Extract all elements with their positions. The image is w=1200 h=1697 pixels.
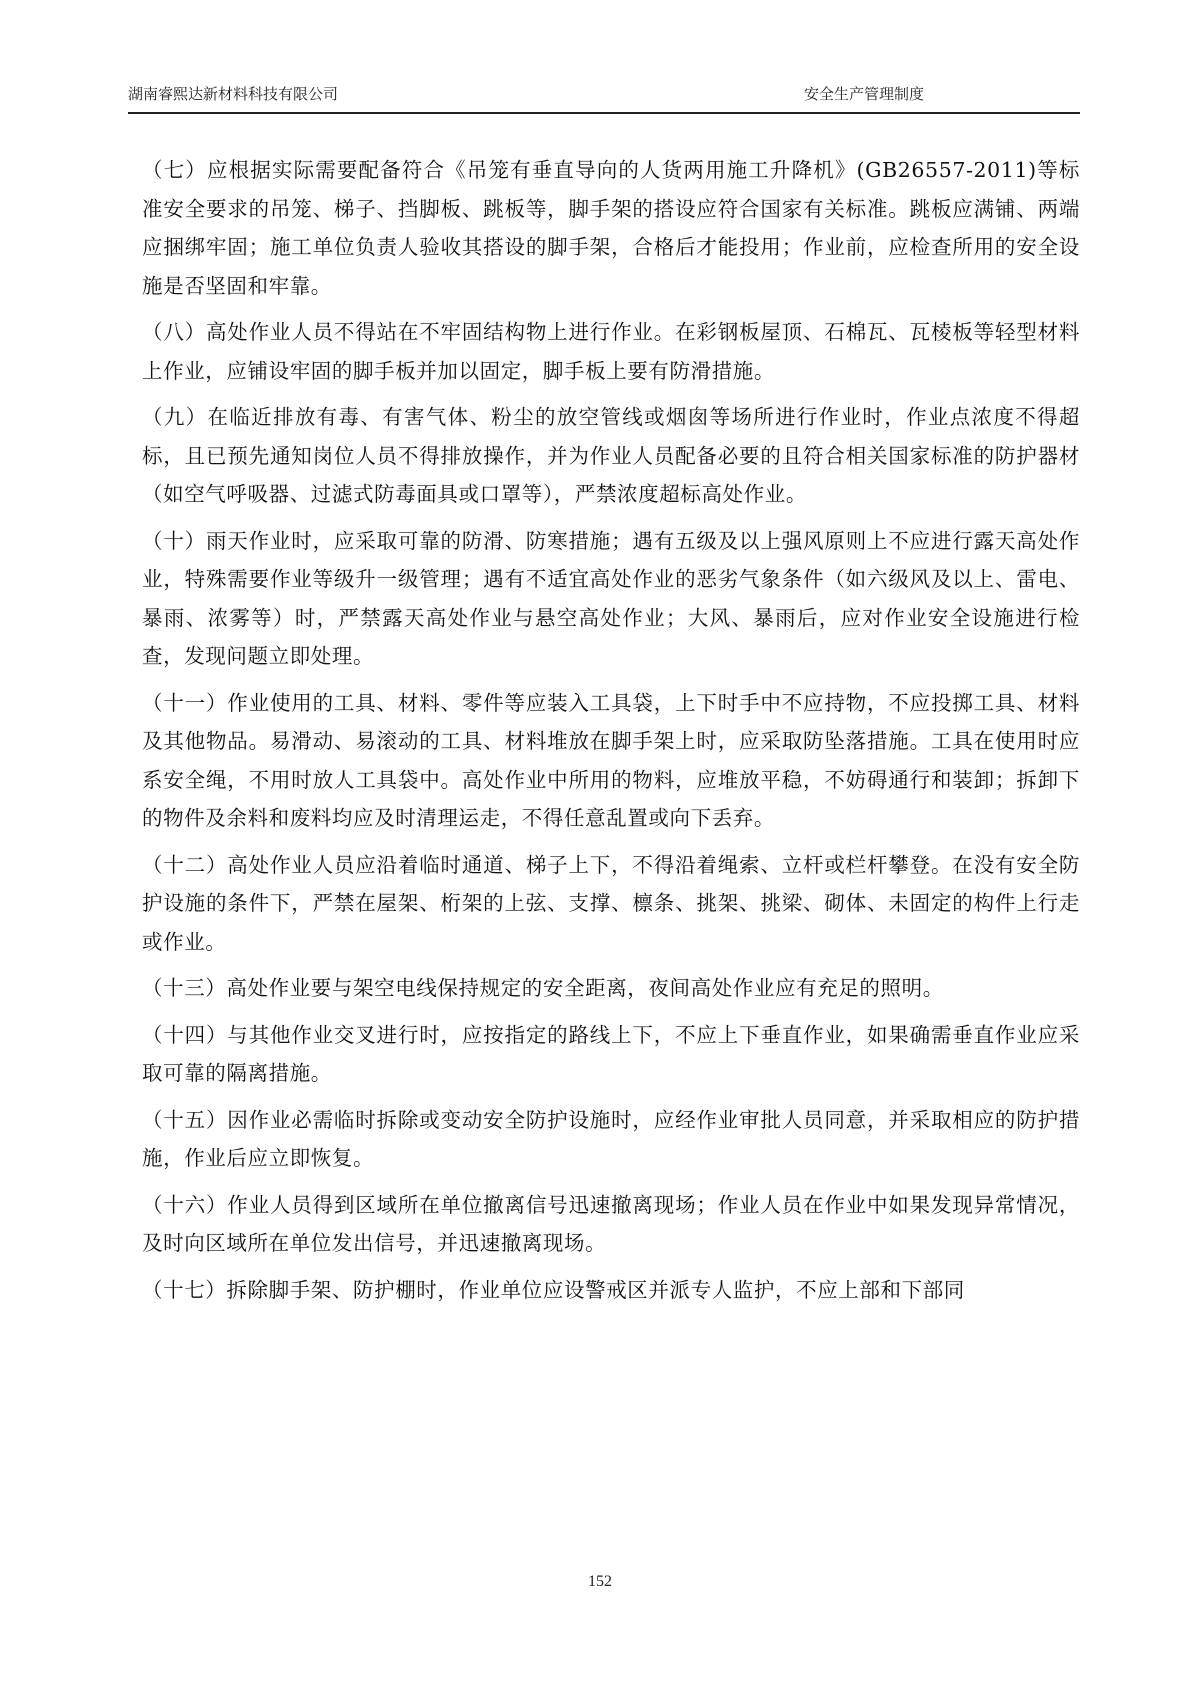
paragraph-11: （十一）作业使用的工具、材料、零件等应装入工具袋，上下时手中不应持物，不应投掷工具、材料及其他物品。易滑动、易滚动的工具、材料堆放在脚手架上时，应采取防坠落措施。工具在使用时应系安全绳，不用时放人工具袋中。高处作业中所用的物料，应堆放平稳，不妨碍通行和装卸；拆卸下的物件及余料和废料均应及时清理运走，不得任意乱置或向下丢弃。 (142, 690, 1080, 830)
paragraph-10: （十）雨天作业时，应采取可靠的防滑、防寒措施；遇有五级及以上强风原则上不应进行露天高处作业，特殊需要作业等级升一级管理；遇有不适宜高处作业的恶劣气象条件（如六级风及以上、雷电、暴雨、浓雾等）时，严禁露天高处作业与悬空高处作业；大风、暴雨后，应对作业安全设施进行检查，发现问题立即处理。 (142, 528, 1080, 668)
paragraph-17: （十七）拆除脚手架、防护棚时，作业单位应设警戒区并派专人监护，不应上部和下部同 (142, 1277, 965, 1302)
paragraph-8: （八）高处作业人员不得站在不牢固结构物上进行作业。在彩钢板屋顶、石棉瓦、瓦棱板等轻型材料上作业，应铺设牢固的脚手板并加以固定，脚手板上要有防滑措施。 (142, 320, 1080, 383)
paragraph-9: （九）在临近排放有毒、有害气体、粉尘的放空管线或烟囱等场所进行作业时，作业点浓度不得超标，且已预先通知岗位人员不得排放操作，并为作业人员配备必要的且符合相关国家标准的防护器材（如空气呼吸器、过滤式防毒面具或口罩等），严禁浓度超标高处作业。 (142, 405, 1080, 506)
paragraph-13: （十三）高处作业要与架空电线保持规定的安全距离，夜间高处作业应有充足的照明。 (142, 976, 944, 1000)
paragraph-14: （十四）与其他作业交叉进行时，应按指定的路线上下，不应上下垂直作业，如果确需垂直作业应采取可靠的隔离措施。 (142, 1022, 1080, 1085)
paragraph-7: （七）应根据实际需要配备符合《吊笼有垂直导向的人货两用施工升降机》(GB26557-2011)等标准安全要求的吊笼、梯子、挡脚板、跳板等，脚手架的搭设应符合国家有关标准。跳板应满铺、两端应捆绑牢固；施工单位负责人验收其搭设的脚手架，合格后才能投用；作业前，应检查所用的安全设施是否坚固和牢靠。 (142, 158, 1080, 298)
paragraph-15: （十五）因作业必需临时拆除或变动安全防护设施时，应经作业审批人员同意，并采取相应的防护措施，作业后应立即恢复。 (142, 1107, 1080, 1170)
document-body (142, 151, 1080, 1317)
page-number: 152 (588, 1573, 612, 1590)
header-document-title: 安全生产管理制度 (804, 85, 925, 103)
header-company-name: 湖南睿熙达新材料科技有限公司 (128, 85, 339, 103)
paragraph-16: （十六）作业人员得到区域所在单位撤离信号迅速撤离现场；作业人员在作业中如果发现异常情况，及时向区域所在单位发出信号，并迅速撤离现场。 (142, 1192, 1080, 1255)
paragraph-12: （十二）高处作业人员应沿着临时通道、梯子上下，不得沿着绳索、立杆或栏杆攀登。在没有安全防护设施的条件下，严禁在屋架、桁架的上弦、支撑、檩条、挑架、挑梁、砌体、未固定的构件上行走或作业。 (142, 852, 1080, 954)
page-header (128, 84, 1080, 114)
